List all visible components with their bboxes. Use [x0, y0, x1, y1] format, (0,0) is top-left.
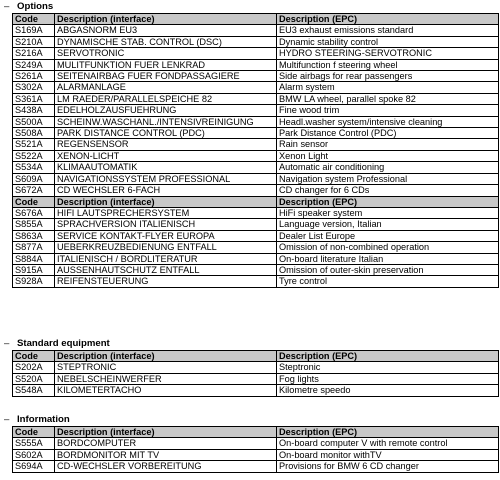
- description-interface-cell: XENON-LICHT: [55, 150, 277, 161]
- code-cell: S884A: [13, 253, 55, 264]
- table-row: [13, 207, 499, 218]
- description-epc-cell: Side airbags for rear passengers: [277, 71, 499, 82]
- description-epc-cell: Tyre control: [277, 276, 499, 287]
- table-row: [13, 173, 499, 184]
- description-epc-cell: Fog lights: [277, 373, 499, 384]
- table-row: [13, 373, 499, 384]
- description-interface-cell: EDELHOLZAUSFUEHRUNG: [55, 105, 277, 116]
- information-heading: [0, 414, 500, 426]
- description-epc-cell: CD changer for 6 CDs: [277, 185, 499, 196]
- table-row: [13, 48, 499, 59]
- code-cell: S210A: [13, 36, 55, 47]
- code-cell: S508A: [13, 128, 55, 139]
- description-epc-cell: Steptronic: [277, 362, 499, 373]
- options-heading: [0, 1, 500, 13]
- column-header: Description (EPC): [277, 14, 499, 25]
- table-header-row: [13, 14, 499, 25]
- standard-table: [12, 350, 499, 397]
- table-row: [13, 362, 499, 373]
- description-interface-cell: DYNAMISCHE STAB. CONTROL (DSC): [55, 36, 277, 47]
- table-row: [13, 264, 499, 275]
- column-header: Description (EPC): [277, 427, 499, 438]
- column-header: Code: [13, 351, 55, 362]
- table-row: [13, 71, 499, 82]
- table-row: [13, 461, 499, 472]
- description-epc-cell: EU3 exhaust emissions standard: [277, 25, 499, 36]
- code-cell: S520A: [13, 373, 55, 384]
- description-interface-cell: STEPTRONIC: [55, 362, 277, 373]
- table-row: [13, 185, 499, 196]
- description-epc-cell: On-board monitor withTV: [277, 449, 499, 460]
- table-row: [13, 93, 499, 104]
- standard-section: [0, 338, 500, 397]
- code-cell: S694A: [13, 461, 55, 472]
- table-row: [13, 82, 499, 93]
- description-interface-cell: REIFENSTEUERUNG: [55, 276, 277, 287]
- code-cell: S202A: [13, 362, 55, 373]
- description-epc-cell: Omission of non-combined operation: [277, 242, 499, 253]
- description-epc-cell: HYDRO STEERING-SERVOTRONIC: [277, 48, 499, 59]
- column-header: Description (EPC): [277, 351, 499, 362]
- description-interface-cell: SCHEINW.WASCHANL./INTENSIVREINIGUNG: [55, 116, 277, 127]
- information-table: [12, 426, 499, 473]
- description-epc-cell: Fine wood trim: [277, 105, 499, 116]
- description-interface-cell: ALARMANLAGE: [55, 82, 277, 93]
- description-interface-cell: CD-WECHSLER VORBEREITUNG: [55, 461, 277, 472]
- code-cell: S555A: [13, 438, 55, 449]
- column-header: Description (EPC): [277, 196, 499, 207]
- code-cell: S522A: [13, 150, 55, 161]
- description-interface-cell: SERVICE KONTAKT-FLYER EUROPA: [55, 230, 277, 241]
- table-row: [13, 253, 499, 264]
- description-epc-cell: HiFi speaker system: [277, 207, 499, 218]
- description-interface-cell: SPRACHVERSION ITALIENISCH: [55, 219, 277, 230]
- description-interface-cell: SERVOTRONIC: [55, 48, 277, 59]
- code-cell: S676A: [13, 207, 55, 218]
- column-header: Description (interface): [55, 196, 277, 207]
- bullet-dash: –: [4, 414, 10, 425]
- description-interface-cell: BORDCOMPUTER: [55, 438, 277, 449]
- code-cell: S249A: [13, 59, 55, 70]
- options-title: Options: [17, 1, 54, 12]
- description-epc-cell: Language version, Italian: [277, 219, 499, 230]
- description-interface-cell: MULITFUNKTION FUER LENKRAD: [55, 59, 277, 70]
- table-row: [13, 162, 499, 173]
- table-row: [13, 230, 499, 241]
- standard-title: Standard equipment: [17, 338, 110, 349]
- information-title: Information: [17, 414, 70, 425]
- table-row: [13, 219, 499, 230]
- code-cell: S548A: [13, 385, 55, 396]
- description-epc-cell: On-board literature Italian: [277, 253, 499, 264]
- description-interface-cell: KLIMAAUTOMATIK: [55, 162, 277, 173]
- description-epc-cell: Omission of outer-skin preservation: [277, 264, 499, 275]
- description-interface-cell: PARK DISTANCE CONTROL (PDC): [55, 128, 277, 139]
- description-epc-cell: Dynamic stability control: [277, 36, 499, 47]
- table-row: [13, 128, 499, 139]
- description-epc-cell: Park Distance Control (PDC): [277, 128, 499, 139]
- description-epc-cell: Kilometre speedo: [277, 385, 499, 396]
- description-epc-cell: Automatic air conditioning: [277, 162, 499, 173]
- code-cell: S915A: [13, 264, 55, 275]
- code-cell: S609A: [13, 173, 55, 184]
- options-table: [12, 13, 499, 288]
- table-row: [13, 385, 499, 396]
- table-header-row: [13, 196, 499, 207]
- bullet-dash: –: [4, 1, 10, 12]
- description-epc-cell: Multifunction f steering wheel: [277, 59, 499, 70]
- table-row: [13, 276, 499, 287]
- table-row: [13, 116, 499, 127]
- table-header-row: [13, 351, 499, 362]
- code-cell: S438A: [13, 105, 55, 116]
- description-epc-cell: Provisions for BMW 6 CD changer: [277, 461, 499, 472]
- description-interface-cell: AUSSENHAUTSCHUTZ ENTFALL: [55, 264, 277, 275]
- code-cell: S302A: [13, 82, 55, 93]
- table-header-row: [13, 427, 499, 438]
- table-row: [13, 36, 499, 47]
- description-interface-cell: BORDMONITOR MIT TV: [55, 449, 277, 460]
- description-interface-cell: SEITENAIRBAG FUER FONDPASSAGIERE: [55, 71, 277, 82]
- column-header: Description (interface): [55, 427, 277, 438]
- description-interface-cell: ABGASNORM EU3: [55, 25, 277, 36]
- code-cell: S863A: [13, 230, 55, 241]
- description-interface-cell: UEBERKREUZBEDIENUNG ENTFALL: [55, 242, 277, 253]
- table-row: [13, 150, 499, 161]
- column-header: Code: [13, 14, 55, 25]
- code-cell: S361A: [13, 93, 55, 104]
- description-epc-cell: Xenon Light: [277, 150, 499, 161]
- table-row: [13, 449, 499, 460]
- code-cell: S602A: [13, 449, 55, 460]
- table-row: [13, 59, 499, 70]
- information-section: [0, 414, 500, 473]
- code-cell: S877A: [13, 242, 55, 253]
- code-cell: S672A: [13, 185, 55, 196]
- table-row: [13, 139, 499, 150]
- column-header: Code: [13, 427, 55, 438]
- description-interface-cell: REGENSENSOR: [55, 139, 277, 150]
- description-interface-cell: KILOMETERTACHO: [55, 385, 277, 396]
- description-epc-cell: Navigation system Professional: [277, 173, 499, 184]
- description-interface-cell: ITALIENISCH / BORDLITERATUR: [55, 253, 277, 264]
- code-cell: S261A: [13, 71, 55, 82]
- code-cell: S534A: [13, 162, 55, 173]
- code-cell: S500A: [13, 116, 55, 127]
- description-interface-cell: LM RAEDER/PARALLELSPEICHE 82: [55, 93, 277, 104]
- table-row: [13, 438, 499, 449]
- description-interface-cell: CD WECHSLER 6-FACH: [55, 185, 277, 196]
- code-cell: S855A: [13, 219, 55, 230]
- description-epc-cell: Dealer List Europe: [277, 230, 499, 241]
- standard-heading: [0, 338, 500, 350]
- description-epc-cell: BMW LA wheel, parallel spoke 82: [277, 93, 499, 104]
- options-section: [0, 1, 500, 288]
- description-epc-cell: Headl.washer system/intensive cleaning: [277, 116, 499, 127]
- table-row: [13, 105, 499, 116]
- code-cell: S169A: [13, 25, 55, 36]
- table-row: [13, 25, 499, 36]
- code-cell: S928A: [13, 276, 55, 287]
- table-row: [13, 242, 499, 253]
- description-interface-cell: NAVIGATIONSSYSTEM PROFESSIONAL: [55, 173, 277, 184]
- description-epc-cell: Rain sensor: [277, 139, 499, 150]
- code-cell: S216A: [13, 48, 55, 59]
- description-epc-cell: Alarm system: [277, 82, 499, 93]
- column-header: Description (interface): [55, 14, 277, 25]
- description-interface-cell: NEBELSCHEINWERFER: [55, 373, 277, 384]
- description-epc-cell: On-board computer V with remote control: [277, 438, 499, 449]
- column-header: Description (interface): [55, 351, 277, 362]
- code-cell: S521A: [13, 139, 55, 150]
- description-interface-cell: HIFI LAUTSPRECHERSYSTEM: [55, 207, 277, 218]
- bullet-dash: –: [4, 338, 10, 349]
- column-header: Code: [13, 196, 55, 207]
